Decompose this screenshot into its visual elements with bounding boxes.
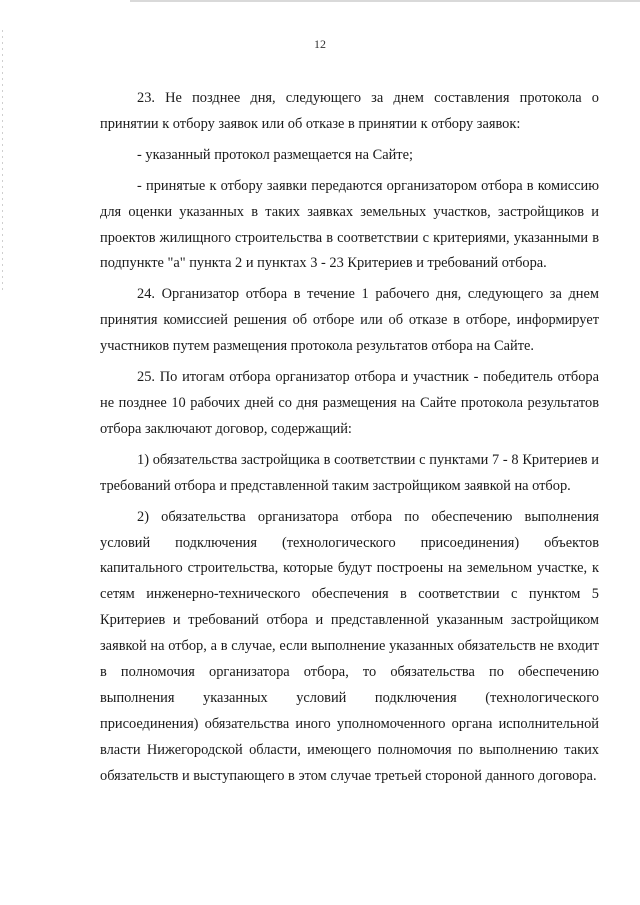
paragraph-25-item-1: 1) обязательства застройщика в соответствии с пунктами 7 - 8 Критериев и требований отбора и представленной таким застройщиком заявкой на отбор.	[100, 451, 599, 494]
paragraph-23-item-2: - принятые к отбору заявки передаются организатором отбора в комиссию для оценки указанных в таких заявках земельных участков, застройщиков и проектов жилищного строительства в соответствии с критериями, указанными в подпункте "а" пункта 2 и пунктах 3 - 23 Критериев и требований отбора.	[100, 177, 599, 272]
paragraph-25-item-2: 2) обязательства организатора отбора по обеспечению выполнения условий подключения (технологического присоединения) объектов капитального строительства, которые будут построены на земельном участке, к сетям инженерно-технического обеспечения в соответствии с пунктом 5 Критериев и требований отбора и представленной указанным застройщиком заявкой на отбор, а в случае, если выполнение указанных обязательств не входит в полномочия организатора отбора, то обязательства по обеспечению выполнения указанных условий подключения (технологического присоединения) обязательства иного уполномоченного органа исполнительной власти Нижегородской области, имеющего полномочия по выполнению таких обязательств и выступающего в этом случае третьей стороной данного договора.	[100, 508, 599, 784]
paragraph-24: 24. Организатор отбора в течение 1 рабочего дня, следующего за днем принятия комиссией решения об отборе или об отказе в отборе, информирует участников путем размещения протокола результатов отбора на Сайте.	[100, 286, 599, 355]
scan-edge-top	[130, 0, 640, 2]
paragraph-23: 23. Не позднее дня, следующего за днем составления протокола о принятии к отбору заявок или об отказе в принятии к отбору заявок:	[100, 90, 599, 132]
document-body	[100, 86, 599, 790]
scan-edge-left	[2, 30, 3, 290]
paragraph-25: 25. По итогам отбора организатор отбора и участник - победитель отбора не позднее 10 рабочих дней со дня размещения на Сайте протокола результатов отбора заключают договор, содержащий:	[100, 369, 599, 437]
page-number: 12	[314, 37, 326, 51]
paragraph-23-item-1: - указанный протокол размещается на Сайте;	[137, 146, 413, 163]
